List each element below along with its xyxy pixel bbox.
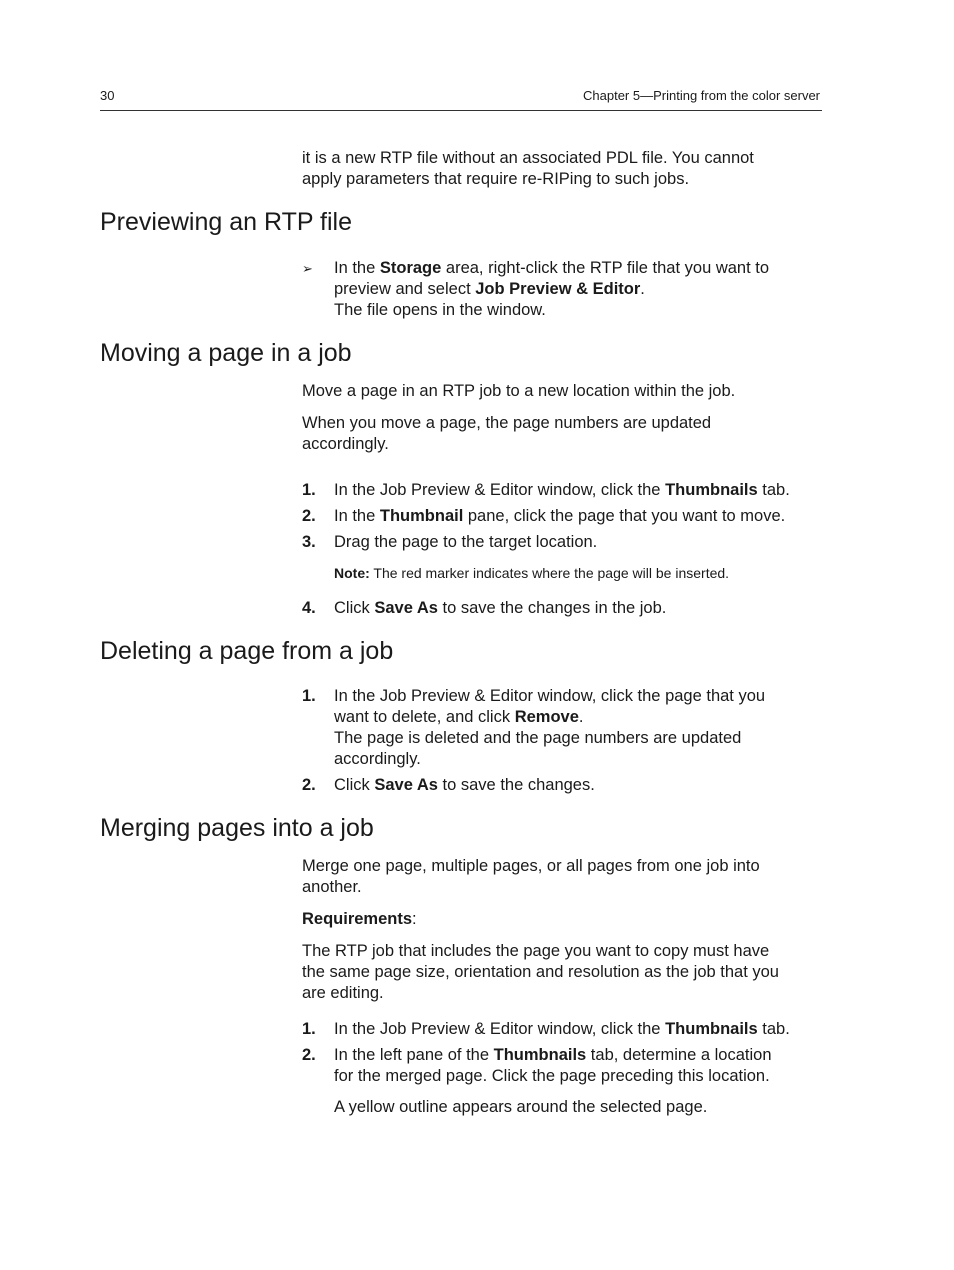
moving-para: When you move a page, the page numbers are updated accordingly.: [302, 414, 712, 453]
requirements-label: Requirements:: [302, 910, 417, 928]
note: Note: The red marker indicates where the page will be inserted.: [334, 565, 730, 581]
step-result: A yellow outline appears around the selected page.: [334, 1098, 708, 1116]
moving-intro: Move a page in an RTP job to a new location within the job.: [302, 382, 736, 400]
bullet-text: In the Storage area, right-click the RTP file that you want to preview and select Job Preview & Editor. The file opens in the window.: [334, 259, 770, 319]
chapter-title: Chapter 5—Printing from the color server: [583, 88, 820, 103]
intro-paragraph: [302, 148, 832, 190]
heading-merging: Merging pages into a job: [100, 814, 374, 842]
heading-moving: Moving a page in a job: [100, 339, 352, 367]
page-header: [100, 88, 822, 111]
intro-line: apply parameters that require re-RIPing to such jobs.: [302, 170, 690, 188]
merging-intro: Merge one page, multiple pages, or all pages from one job into another.: [302, 857, 760, 896]
page-number: 30: [100, 88, 115, 103]
requirements-text: The RTP job that includes the page you want to copy must have the same page size, orientation and resolution as the job that you are editing.: [302, 942, 779, 1002]
heading-previewing: Previewing an RTP file: [100, 208, 352, 236]
arrow-bullet-icon: ➢: [302, 261, 313, 276]
intro-line: it is a new RTP file without an associated PDL file. You cannot: [302, 149, 754, 167]
heading-deleting: Deleting a page from a job: [100, 637, 394, 665]
